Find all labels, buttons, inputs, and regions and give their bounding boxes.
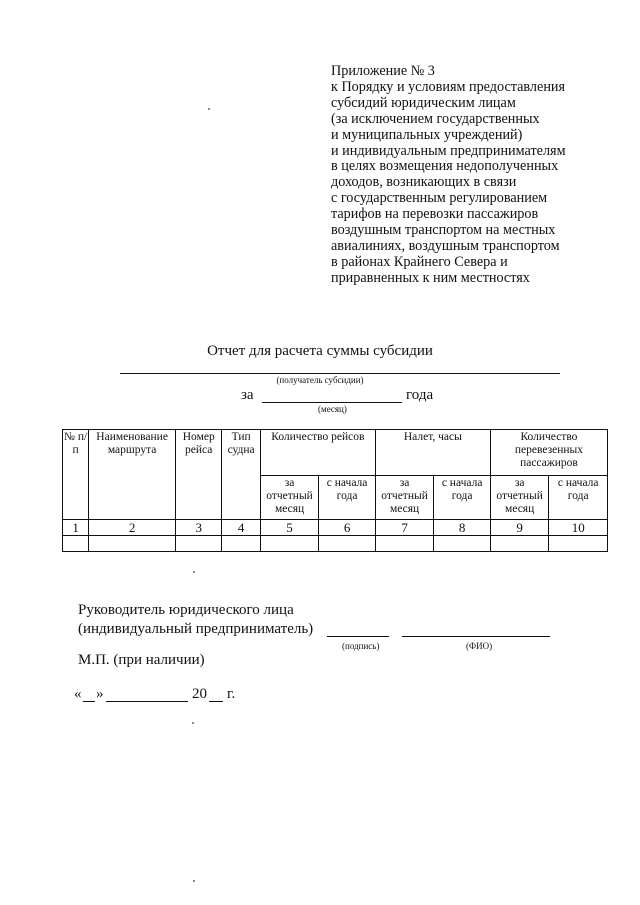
annex-line: воздушным транспортом на местных xyxy=(331,222,556,239)
col-number: 7 xyxy=(375,520,434,536)
annex-line: в целях возмещения недополученных xyxy=(331,158,559,175)
sub-month: за отчетный месяц xyxy=(375,476,434,520)
year-suffix: г. xyxy=(227,686,236,702)
period-suffix: года xyxy=(406,387,434,403)
empty-data-row xyxy=(63,536,608,552)
scan-speck xyxy=(193,571,195,573)
annex-line: (за исключением государственных xyxy=(331,110,540,127)
annex-header xyxy=(331,64,631,287)
period-prefix: за xyxy=(241,387,254,403)
annex-line: Приложение № 3 xyxy=(331,63,435,79)
date-open-quote: « xyxy=(74,686,82,702)
annex-line: и индивидуальным предпринимателям xyxy=(331,142,566,159)
sub-year: с начала года xyxy=(549,476,608,520)
empty-cell xyxy=(490,536,549,552)
annex-line: авиалиниях, воздушным транспортом xyxy=(331,237,560,254)
empty-cell xyxy=(176,536,222,552)
col-number: 5 xyxy=(260,520,319,536)
sign-caption: (подпись) xyxy=(342,641,380,651)
col-number: 6 xyxy=(319,520,376,536)
year-line xyxy=(209,701,223,702)
sub-month: за отчетный месяц xyxy=(490,476,549,520)
column-number-row xyxy=(63,520,608,536)
name-line xyxy=(402,636,550,637)
empty-cell xyxy=(375,536,434,552)
recipient-line xyxy=(120,373,560,374)
empty-cell xyxy=(434,536,491,552)
day-line xyxy=(83,701,95,702)
recipient-caption: (получатель субсидии) xyxy=(276,375,364,385)
annex-line: субсидий юридическим лицам xyxy=(331,94,516,111)
empty-cell xyxy=(319,536,376,552)
head-label: Руководитель юридического лица xyxy=(78,602,294,618)
period-month-line xyxy=(262,402,402,403)
annex-line: и муниципальных учреждений) xyxy=(331,126,523,143)
annex-line: с государственным регулированием xyxy=(331,190,548,207)
scan-speck xyxy=(193,880,195,882)
annex-line: в районах Крайнего Севера и xyxy=(331,253,508,270)
header-passengers: Количество перевезенных пассажиров xyxy=(490,430,607,476)
annex-line: доходов, возникающих в связи xyxy=(331,174,517,191)
annex-line: приравненных к ним местностях xyxy=(331,269,530,286)
sub-month: за отчетный месяц xyxy=(260,476,319,520)
col-number: 8 xyxy=(434,520,491,536)
empty-cell xyxy=(222,536,260,552)
empty-cell xyxy=(63,536,89,552)
col-number: 4 xyxy=(222,520,260,536)
annex-line: тарифов на перевозки пассажиров xyxy=(331,206,539,223)
year-prefix: 20 xyxy=(192,686,207,702)
subsidy-table xyxy=(62,429,608,552)
date-close-quote: » xyxy=(96,686,104,702)
sub-year: с начала года xyxy=(434,476,491,520)
col-number: 1 xyxy=(63,520,89,536)
entrepreneur-label: (индивидуальный предприниматель) xyxy=(78,621,314,637)
header-aircraft: Тип судна xyxy=(222,430,260,520)
header-flight: Номер рейса xyxy=(176,430,222,520)
stamp-label: М.П. (при наличии) xyxy=(78,652,205,668)
empty-cell xyxy=(260,536,319,552)
header-flight-hours: Налет, часы xyxy=(375,430,490,476)
annex-line: к Порядку и условиям предоставления xyxy=(331,78,566,95)
scan-speck xyxy=(208,108,210,110)
header-num: № п/п xyxy=(63,430,89,520)
sub-year: с начала года xyxy=(319,476,376,520)
col-number: 2 xyxy=(89,520,176,536)
month-caption: (месяц) xyxy=(318,404,347,414)
name-caption: (ФИО) xyxy=(466,641,493,651)
header-flights-count: Количество рейсов xyxy=(260,430,375,476)
month-line xyxy=(106,701,188,702)
header-route: Наименование маршрута xyxy=(89,430,176,520)
col-number: 9 xyxy=(490,520,549,536)
empty-cell xyxy=(89,536,176,552)
signature-line xyxy=(327,636,389,637)
col-number: 3 xyxy=(176,520,222,536)
report-title: Отчет для расчета суммы субсидии xyxy=(207,343,433,359)
col-number: 10 xyxy=(549,520,608,536)
scan-speck xyxy=(192,722,194,724)
empty-cell xyxy=(549,536,608,552)
